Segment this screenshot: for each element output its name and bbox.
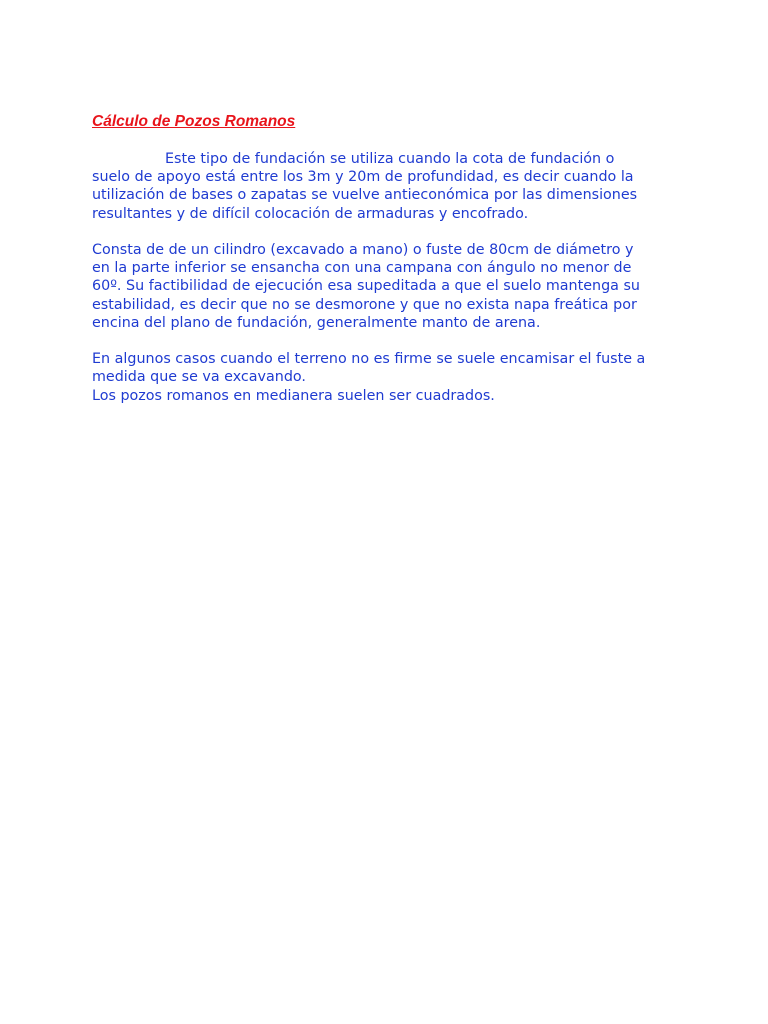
paragraph-foundation-use xyxy=(92,150,712,223)
text-line: Los pozos romanos en medianera suelen ser cuadrados. xyxy=(92,387,495,404)
text-line: medida que se va excavando. xyxy=(92,369,306,386)
text-line: Consta de de un cilindro (excavado a mano) o fuste de 80cm de diámetro y xyxy=(92,242,634,258)
paragraph-spacer xyxy=(92,223,712,241)
document-body xyxy=(92,150,712,405)
paragraph-spacer xyxy=(92,332,712,350)
text-line: suelo de apoyo está entre los 3m y 20m de profundidad, es decir cuando la xyxy=(92,169,634,186)
paragraph-casing-notes xyxy=(92,350,712,405)
text-line: resultantes y de difícil colocación de armaduras y encofrado. xyxy=(92,205,529,222)
text-line: estabilidad, es decir que no se desmorone y que no exista napa freática por xyxy=(92,296,637,313)
text-line: Este tipo de fundación se utiliza cuando la cota de fundación o xyxy=(165,151,615,167)
paragraph-cylinder-description xyxy=(92,241,712,332)
text-line: En algunos casos cuando el terreno no es firme se suele encamisar el fuste a xyxy=(92,351,646,368)
text-line: utilización de bases o zapatas se vuelve antieconómica por las dimensiones xyxy=(92,187,638,204)
text-line: en la parte inferior se ensancha con una campana con ángulo no menor de xyxy=(92,260,632,277)
text-line: encina del plano de fundación, generalmente manto de arena. xyxy=(92,314,541,331)
document-title: Cálculo de Pozos Romanos xyxy=(92,113,296,130)
text-line: 60º. Su factibilidad de ejecución esa supeditada a que el suelo mantenga su xyxy=(92,278,640,295)
